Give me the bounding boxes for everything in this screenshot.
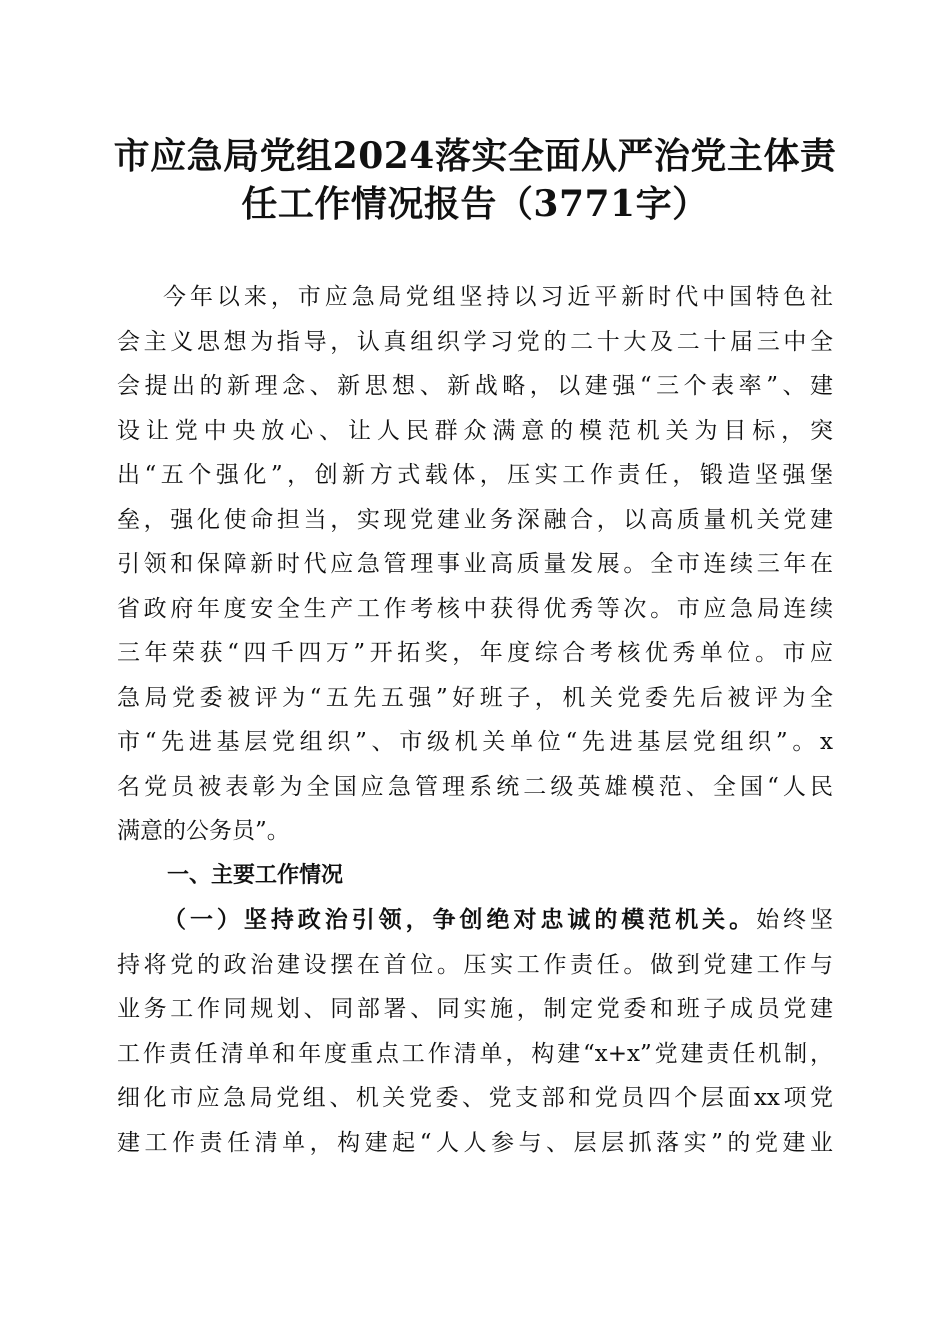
paragraph-line: 会主义思想为指导，认真组织学习党的二十大及二十届三中全 xyxy=(117,328,833,355)
paragraph-line: 业务工作同规划、同部署、同实施，制定党委和班子成员党建 xyxy=(117,996,833,1022)
section-heading: 一、主要工作情况 xyxy=(167,862,344,888)
paragraph-line: 建工作责任清单，构建起“人人参与、层层抓落实”的党建业 xyxy=(117,1129,833,1156)
paragraph-line-last: 满意的公务员”。 xyxy=(117,818,290,844)
paragraph-line: 垒，强化使命担当，实现党建业务深融合，以高质量机关党建 xyxy=(117,506,833,533)
paragraph-line: 设让党中央放心、让人民群众满意的模范机关为目标，突 xyxy=(117,417,833,444)
subsection-heading: （一）坚持政治引领，争创绝对忠诚的模范机关。 xyxy=(163,906,757,933)
paragraph-line: 市“先进基层党组织”、市级机关单位“先进基层党组织”。x xyxy=(117,729,833,755)
paragraph-line: 省政府年度安全生产工作考核中获得优秀等次。市应急局连续 xyxy=(117,595,833,622)
paragraph-line: 名党员被表彰为全国应急管理系统二级英雄模范、全国“人民 xyxy=(117,773,833,800)
paragraph-line: 引领和保障新时代应急管理事业高质量发展。全市连续三年在 xyxy=(117,551,833,577)
document-body xyxy=(117,275,833,1165)
paragraph-line: 细化市应急局党组、机关党委、党支部和党员四个层面xx项党 xyxy=(117,1085,833,1111)
paragraph-line: 今年以来，市应急局党组坚持以习近平新时代中国特色社 xyxy=(163,284,833,310)
paragraph-line: 持将党的政治建设摆在首位。压实工作责任。做到党建工作与 xyxy=(117,951,833,978)
paragraph-line: 出“五个强化”，创新方式载体，压实工作责任，锻造坚强堡 xyxy=(117,462,833,488)
paragraph-line: 会提出的新理念、新思想、新战略，以建强“三个表率”、建 xyxy=(117,373,833,399)
paragraph-line: 急局党委被评为“五先五强”好班子，机关党委先后被评为全 xyxy=(117,684,833,711)
document-title xyxy=(100,132,850,228)
subsection-line: （一）坚持政治引领，争创绝对忠诚的模范机关。始终坚 xyxy=(163,906,834,933)
title-line-2: 任工作情况报告（3771字） xyxy=(241,183,709,225)
paragraph-line: 三年荣获“四千四万”开拓奖，年度综合考核优秀单位。市应 xyxy=(117,640,833,666)
title-line-1: 市应急局党组2024落实全面从严治党主体责 xyxy=(113,135,837,177)
paragraph-line: 工作责任清单和年度重点工作清单，构建“x+x”党建责任机制， xyxy=(117,1040,833,1067)
